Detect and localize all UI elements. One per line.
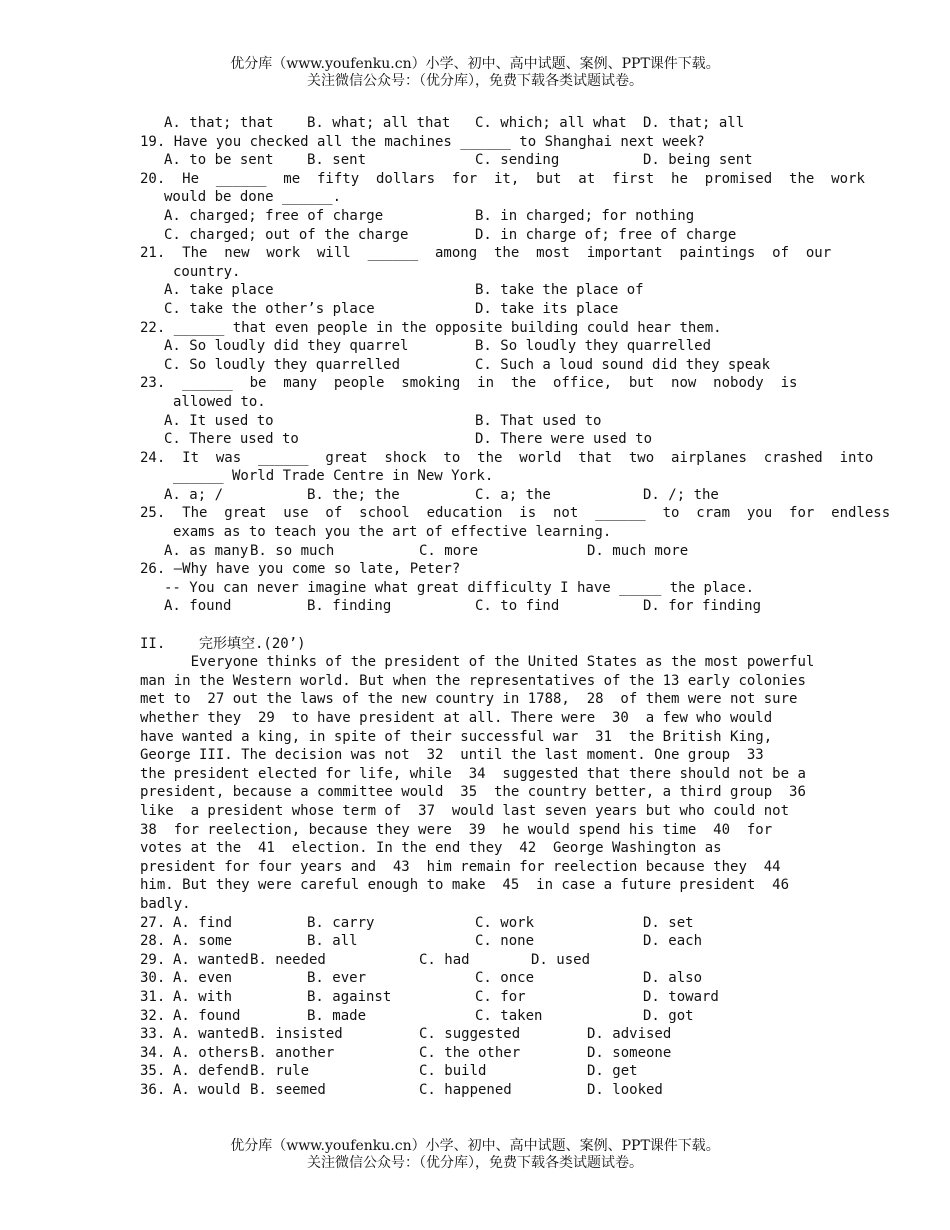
option-b: B. so much: [250, 542, 335, 559]
q20-stem-line-2: would be done ______.: [164, 189, 342, 206]
cloze-passage: [140, 653, 815, 913]
option-a: A. would: [173, 1081, 241, 1098]
q22-stem: 22. ______ that even people in the opposite building could hear them.: [140, 319, 722, 336]
option-c: C. a; the: [475, 486, 551, 503]
option-d: D. for finding: [643, 598, 762, 615]
option-c: C. build: [419, 1063, 487, 1080]
question-number: 32.: [140, 1007, 166, 1024]
cloze-option-row: [140, 932, 812, 951]
question-number: 36.: [140, 1081, 166, 1098]
q22-options-row-2: [140, 356, 812, 375]
q26-options: [140, 597, 812, 616]
option-b: B. rule: [250, 1063, 310, 1080]
option-c: C. suggested: [419, 1026, 521, 1043]
cloze-option-row: [140, 951, 812, 970]
option-d: D. looked: [587, 1081, 663, 1098]
option-b: B. made: [307, 1007, 367, 1024]
option-a: A. that; that: [164, 115, 274, 131]
option-b: B. ever: [307, 970, 367, 987]
q25-options: [140, 542, 812, 561]
option-c: C. So loudly they quarrelled: [164, 356, 401, 373]
question-number: 30.: [140, 970, 166, 987]
header-line-2: 关注微信公众号：（优分库），免费下载各类试题试卷。: [307, 73, 643, 89]
passage-line: have wanted a king, in spite of their successful war 31 the British King,: [140, 728, 773, 745]
option-b: B. in charged; for nothing: [475, 207, 695, 224]
passage-line: like a president whose term of 37 would last seven years but who could not: [140, 802, 790, 819]
option-b: B. So loudly they quarrelled: [475, 338, 712, 355]
passage-line: president, because a committee would 35 the country better, a third group 36: [140, 784, 806, 801]
question-number: 27.: [140, 914, 166, 931]
passage-line: votes at the 41 election. In the end they 42 George Washington as: [140, 840, 722, 857]
question-number: 34.: [140, 1044, 166, 1061]
passage-line: president for four years and 43 him remain for reelection because they 44: [140, 858, 781, 875]
option-b: B. sent: [307, 152, 367, 169]
option-a: A. So loudly did they quarrel: [164, 338, 409, 355]
passage-line: 38 for reelection, because they were 39 he would spend his time 40 for: [140, 821, 773, 838]
q21-options-row-2: [140, 300, 812, 319]
cloze-option-row: [140, 1081, 812, 1100]
option-c: C. once: [475, 970, 535, 987]
page-header: [0, 56, 950, 90]
option-d: D. toward: [643, 988, 719, 1005]
option-a: A. wanted: [173, 1026, 249, 1043]
passage-line: the president elected for life, while 34 suggested that there should not be a: [140, 765, 806, 782]
cloze-option-row: [140, 969, 812, 988]
option-c: C. taken: [475, 1007, 543, 1024]
option-d: D. take its place: [475, 300, 619, 317]
option-a: A. found: [173, 1007, 241, 1024]
option-a: A. take place: [164, 282, 274, 299]
q18-options: [140, 114, 812, 133]
option-a: A. find: [173, 914, 233, 931]
q25-stem-line-1: 25. The great use of school education is not ______ to cram you for endless: [140, 505, 891, 522]
option-b: B. take the place of: [475, 282, 644, 299]
option-b: B. seemed: [250, 1081, 326, 1098]
option-d: D. used: [531, 951, 591, 968]
q22-options-row-1: [140, 337, 812, 356]
passage-line: met to 27 out the laws of the new country in 1788, 28 of them were not sure: [140, 691, 798, 708]
option-c: C. more: [419, 542, 479, 559]
q21-stem-line-2: country.: [173, 263, 241, 280]
question-number: 28.: [140, 933, 166, 950]
option-a: A. a; /: [164, 486, 224, 503]
passage-line: George III. The decision was not 32 until the last moment. One group 33: [140, 747, 764, 764]
q23-options-row-1: [140, 412, 812, 431]
option-c: C. had: [419, 951, 470, 968]
option-d: D. got: [643, 1007, 694, 1024]
q20-options-row-2: [140, 226, 812, 245]
exam-content: [140, 114, 891, 1099]
option-a: A. to be sent: [164, 152, 274, 169]
option-a: A. wanted: [173, 951, 249, 968]
q20-options-row-1: [140, 207, 812, 226]
option-c: C. happened: [419, 1081, 512, 1098]
question-number: 35.: [140, 1063, 166, 1080]
option-c: C. sending: [475, 152, 560, 169]
option-c: C. for: [475, 988, 526, 1005]
option-b: B. against: [307, 988, 392, 1005]
option-d: D. being sent: [643, 152, 753, 169]
option-d: D. /; the: [643, 486, 719, 503]
cloze-option-row: [140, 1025, 812, 1044]
option-b: B. another: [250, 1044, 335, 1061]
passage-line: him. But they were careful enough to make 45 in case a future president 46: [140, 877, 790, 894]
option-b: B. insisted: [250, 1026, 343, 1043]
question-number: 31.: [140, 988, 166, 1005]
option-c: C. There used to: [164, 431, 299, 448]
q19-options: [140, 151, 812, 170]
option-d: D. also: [643, 970, 703, 987]
option-c: C. charged; out of the charge: [164, 226, 409, 243]
q23-stem-line-1: 23. ______ be many people smoking in the office, but now nobody is: [140, 375, 798, 392]
option-a: A. It used to: [164, 412, 274, 429]
option-d: D. in charge of; free of charge: [475, 226, 737, 243]
cloze-option-row: [140, 914, 812, 933]
passage-line: whether they 29 to have president at all. There were 30 a few who would: [140, 710, 773, 726]
option-c: C. to find: [475, 598, 560, 615]
option-c: C. none: [475, 933, 535, 950]
question-number: 33.: [140, 1026, 166, 1043]
option-d: C. Such a loud sound did they speak: [475, 356, 771, 373]
option-b: B. all: [307, 933, 358, 950]
option-a: A. some: [173, 933, 233, 950]
option-b: B. carry: [307, 914, 375, 931]
option-a: A. defend: [173, 1063, 249, 1080]
option-b: B. the; the: [307, 486, 400, 503]
footer-line-1: 优分库（www.youfenku.cn）小学、初中、高中试题、案例、PPT课件下载。: [230, 1138, 720, 1154]
q21-stem-line-1: 21. The new work will ______ among the most important paintings of our: [140, 245, 832, 262]
option-d: D. each: [643, 933, 703, 950]
page-footer: [0, 1138, 950, 1172]
q19-stem: 19. Have you checked all the machines ______ to Shanghai next week?: [140, 133, 705, 150]
header-line-1: 优分库（www.youfenku.cn）小学、初中、高中试题、案例、PPT课件下载。: [230, 56, 720, 72]
option-d: D. advised: [587, 1026, 672, 1043]
option-b: B. finding: [307, 598, 392, 615]
cloze-option-row: [140, 1062, 812, 1081]
cloze-option-row: [140, 1044, 812, 1063]
q20-stem-line-1: 20. He ______ me fifty dollars for it, but at first he promised the work: [140, 170, 865, 187]
cloze-option-row: [140, 1007, 812, 1026]
option-b: B. needed: [250, 951, 326, 968]
option-d: D. someone: [587, 1044, 672, 1061]
option-d: D. set: [643, 914, 694, 931]
option-a: A. as many: [164, 542, 249, 559]
footer-line-2: 关注微信公众号：（优分库），免费下载各类试题试卷。: [307, 1155, 643, 1171]
option-c: C. which; all what: [475, 115, 627, 131]
q25-stem-line-2: exams as to teach you the art of effective learning.: [173, 524, 612, 541]
option-a: A. charged; free of charge: [164, 207, 384, 224]
passage-line: badly.: [140, 895, 191, 912]
question-number: 29.: [140, 951, 166, 968]
q23-options-row-2: [140, 430, 812, 449]
section-2-title: II. 完形填空.(20’): [140, 635, 306, 652]
option-c: C. take the other’s place: [164, 300, 375, 317]
passage-line: man in the Western world. But when the representatives of the 13 early colonies: [140, 672, 806, 689]
option-b: B. what; all that: [307, 115, 451, 131]
option-a: A. found: [164, 598, 232, 615]
q23-stem-line-2: allowed to.: [173, 393, 266, 410]
q24-stem-line-1: 24. It was ______ great shock to the world that two airplanes crashed into: [140, 449, 874, 466]
option-a: A. even: [173, 970, 233, 987]
option-c: C. work: [475, 914, 535, 931]
option-d: D. There were used to: [475, 431, 653, 448]
q24-stem-line-2: ______ World Trade Centre in New York.: [173, 468, 494, 485]
q24-options: [140, 486, 812, 505]
option-a: A. others: [173, 1044, 249, 1061]
cloze-options: [140, 914, 812, 1100]
q26-stem-line-2: -- You can never imagine what great difficulty I have _____ the place.: [164, 579, 755, 596]
option-a: A. with: [173, 988, 233, 1005]
cloze-option-row: [140, 988, 812, 1007]
passage-line: Everyone thinks of the president of the United States as the most powerful: [140, 654, 815, 671]
option-d: D. get: [587, 1063, 638, 1080]
option-c: C. the other: [419, 1044, 521, 1061]
q21-options-row-1: [140, 281, 812, 300]
option-d: D. much more: [587, 542, 689, 559]
option-b: B. That used to: [475, 412, 602, 429]
option-d: D. that; all: [643, 115, 745, 131]
q26-stem-line-1: 26. –Why have you come so late, Peter?: [140, 561, 461, 578]
